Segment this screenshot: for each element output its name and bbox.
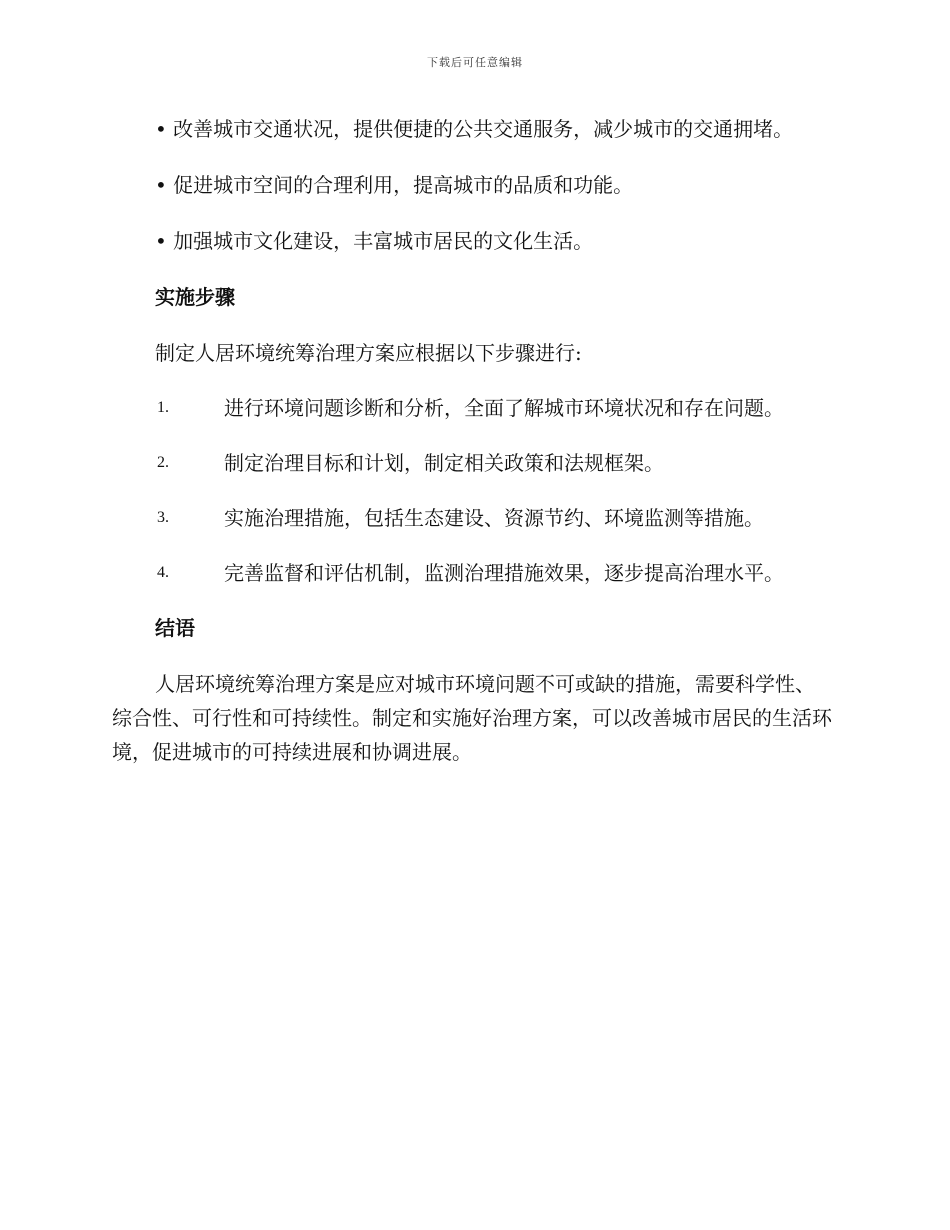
conclusion-paragraph: 人居环境统筹治理方案是应对城市环境问题不可或缺的措施，需要科学性、综合性、可行性和可持续性。制定和实施好治理方案，可以改善城市居民的生活环境，促进城市的可持续进展和协调进展。 — [112, 672, 832, 764]
bullet-item: • 加强城市文化建设，丰富城市居民的文化生活。 — [155, 229, 594, 253]
header-note: 下载后可任意编辑 — [427, 56, 523, 69]
step-item — [157, 501, 832, 535]
step-text: 进行环境问题诊断和分析，全面了解城市环境状况和存在问题。 — [224, 396, 784, 420]
step-number: 4. — [157, 564, 169, 581]
step-item — [157, 391, 832, 425]
step-text: 制定治理目标和计划，制定相关政策和法规框架。 — [224, 451, 664, 475]
step-text: 实施治理措施，包括生态建设、资源节约、环境监测等措施。 — [224, 506, 764, 530]
step-item — [157, 446, 832, 480]
section-heading-steps: 实施步骤 — [155, 285, 235, 309]
document-body — [112, 112, 832, 769]
step-number: 2. — [157, 454, 169, 471]
step-number: 1. — [157, 399, 169, 416]
steps-intro: 制定人居环境统筹治理方案应根据以下步骤进行: — [155, 341, 582, 365]
step-item — [157, 556, 832, 590]
section-heading-conclusion: 结语 — [155, 616, 195, 640]
bullet-item: • 促进城市空间的合理利用，提高城市的品质和功能。 — [155, 173, 634, 197]
bullet-item: • 改善城市交通状况，提供便捷的公共交通服务，减少城市的交通拥堵。 — [155, 117, 794, 141]
step-text: 完善监督和评估机制，监测治理措施效果，逐步提高治理水平。 — [224, 561, 784, 585]
step-number: 3. — [157, 509, 169, 526]
